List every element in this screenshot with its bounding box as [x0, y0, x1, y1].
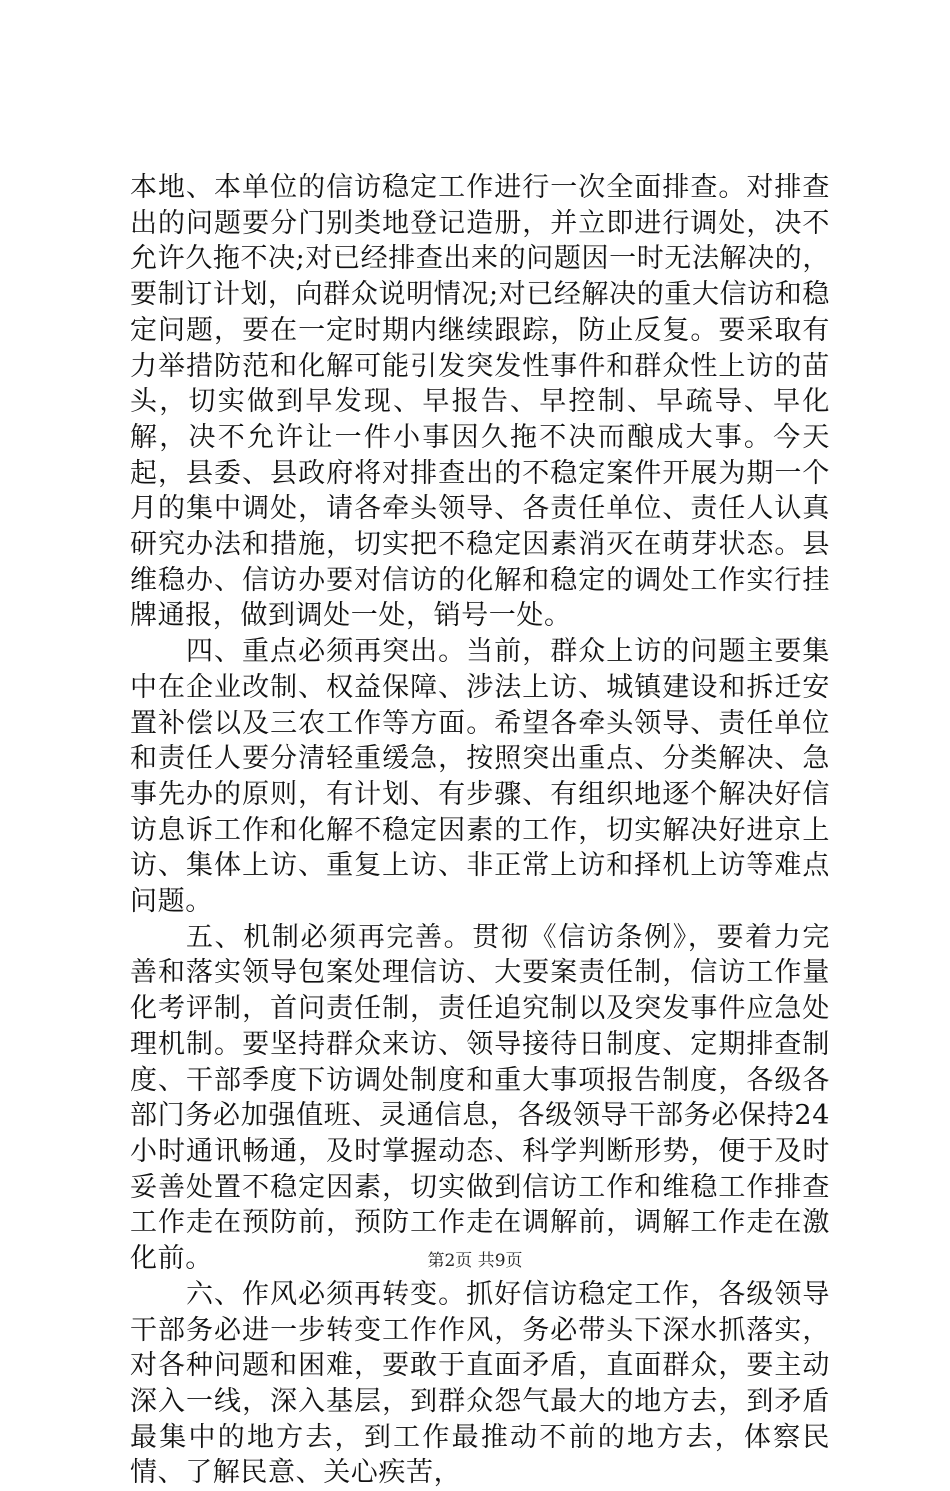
document-body: [130, 170, 830, 1491]
page-footer: 第2页 共9页: [427, 1251, 523, 1271]
paragraph-section-six: 六、作风必须再转变。抓好信访稳定工作，各级领导干部务必进一步转变工作作风，务必带头下深水抓落实，对各种问题和困难，要敢于直面矛盾，直面群众，要主动深入一线，深入基层，到群众怨气最大的地方去，到矛盾最集中的地方去，到工作最推动不前的地方去，体察民情、了解民意、关心疾苦，: [130, 1278, 830, 1489]
paragraph-continued: 本地、本单位的信访稳定工作进行一次全面排查。对排查出的问题要分门别类地登记造册，并立即进行调处，决不允许久拖不决;对已经排查出来的问题因一时无法解决的，要制订计划，向群众说明情况;对已经解决的重大信访和稳定问题，要在一定时期内继续跟踪，防止反复。要采取有力举措防范和化解可能引发突发性事件和群众性上访的苗头，切实做到早发现、早报告、早控制、早疏导、早化解，决不允许让一件小事因久拖不决而酿成大事。今天起，县委、县政府将对排查出的不稳定案件开展为期一个月的集中调处，请各牵头领导、各责任单位、责任人认真研究办法和措施，切实把不稳定因素消灭在萌芽状态。县维稳办、信访办要对信访的化解和稳定的调处工作实行挂牌通报，做到调处一处，销号一处。: [130, 172, 830, 632]
paragraph-section-four: 四、重点必须再突出。当前，群众上访的问题主要集中在企业改制、权益保障、涉法上访、城镇建设和拆迁安置补偿以及三农工作等方面。希望各牵头领导、责任单位和责任人要分清轻重缓急，按照突出重点、分类解决、急事先办的原则，有计划、有步骤、有组织地逐个解决好信访息诉工作和化解不稳定因素的工作，切实解决好进京上访、集体上访、重复上访、非正常上访和择机上访等难点问题。: [130, 636, 830, 918]
paragraph-section-five: 五、机制必须再完善。贯彻《信访条例》，要着力完善和落实领导包案处理信访、大要案责任制，信访工作量化考评制，首问责任制，责任追究制以及突发事件应急处理机制。要坚持群众来访、领导接待日制度、定期排查制度、干部季度下访调处制度和重大事项报告制度，各级各部门务必加强值班、灵通信息，各级领导干部务必保持24小时通讯畅通，及时掌握动态、科学判断形势，便于及时妥善处置不稳定因素，切实做到信访工作和维稳工作排查工作走在预防前，预防工作走在调解前，调解工作走在激化前。: [130, 921, 830, 1275]
